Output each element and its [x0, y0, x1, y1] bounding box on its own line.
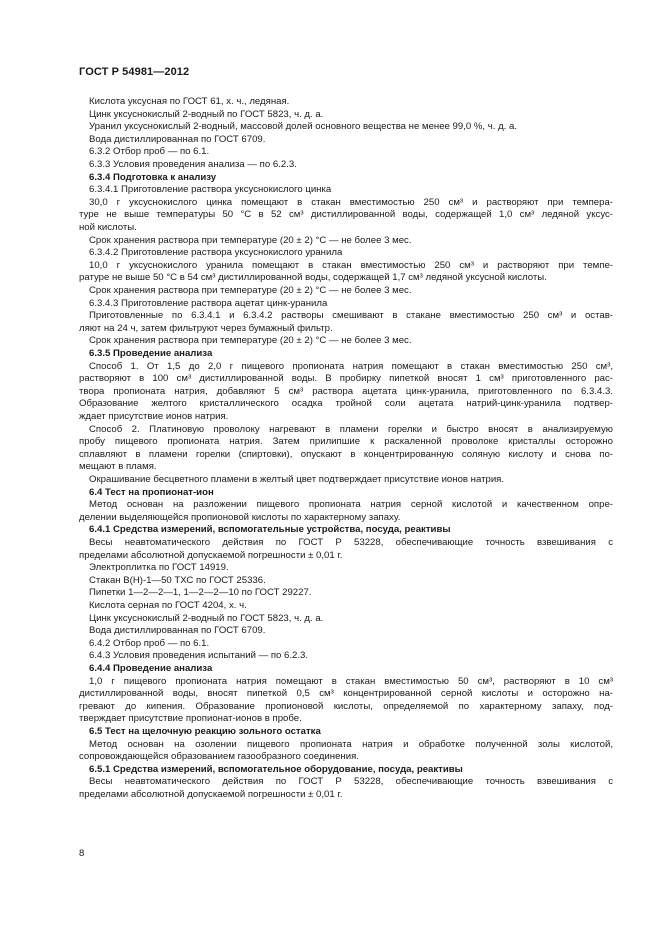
- section-heading: 6.5.1 Средства измерений, вспомогательное оборудование, посуда, реактивы: [89, 763, 463, 775]
- text-line: 6.4.3 Условия проведения испытаний — по 6.2.3.: [89, 650, 309, 662]
- text-line: 1,0 г пищевого пропионата натрия помещают в стакан вместимостью 50 см³, растворяют в 10 см³: [89, 675, 613, 687]
- text-line: Срок хранения раствора при температуре (20 ± 2) °С — не более 3 мес.: [89, 285, 412, 296]
- text-line: туре не выше температуры 50 °С в 52 см³ дистиллированной воды, содержащей 1,0 см³ ледяной уксус-: [79, 209, 613, 221]
- text-line: Срок хранения раствора при температуре (20 ± 2) °С — не более 3 мес.: [89, 234, 412, 246]
- text-line: Метод основан на озолении пищевого пропионата натрия и обработке полученной золы кислотой,: [89, 738, 613, 750]
- text-line: 6.3.4.1 Приготовление раствора уксуснокислого цинка: [89, 184, 332, 196]
- text-line: 6.3.2 Отбор проб — по 6.1.: [89, 146, 210, 158]
- text-line: Метод основан на разложении пищевого пропионата натрия серной кислотой и качественном опре-: [89, 499, 613, 511]
- text-line: Приготовленные по 6.3.4.1 и 6.3.4.2 растворы смешивают в стакане вместимостью 250 см³ и остав-: [89, 310, 613, 322]
- text-line: Весы неавтоматического действия по ГОСТ Р 53228, обеспечивающие точность взвешивания с: [89, 537, 613, 548]
- text-line: Уранил уксуснокислый 2-водный, массовой долей основного вещества не менее 99,0 %, ч. д. а.: [89, 121, 518, 133]
- text-line: Электроплитка по ГОСТ 14919.: [89, 562, 229, 574]
- text-line: ратуре не выше 50 °С в 54 см³ дистиллированной воды, содержащей 1,7 см³ ледяной уксусной кислоты.: [79, 272, 547, 284]
- page-number: 8: [79, 848, 85, 859]
- text-line: пределами абсолютной допускаемой погрешности ± 0,01 г.: [79, 549, 343, 561]
- text-line: Способ 1. От 1,5 до 2,0 г пищевого пропионата натрия помещают в стакан вместимостью 250 см³,: [89, 360, 613, 372]
- section-heading: 6.4 Тест на пропионат-ион: [89, 486, 214, 498]
- text-line: сплавляют в пламени горелки (спиртовки), опускают в концентрированную соляную кислоту и снова по-: [79, 448, 613, 460]
- text-line: Цинк уксуснокислый 2-водный по ГОСТ 5823, ч. д. а.: [89, 108, 324, 120]
- section-heading: 6.3.4 Подготовка к анализу: [89, 171, 217, 183]
- text-line: 6.4.2 Отбор проб — по 6.1.: [89, 637, 210, 649]
- text-line: Вода дистиллированная по ГОСТ 6709.: [89, 625, 266, 637]
- text-line: Способ 2. Платиновую проволоку нагревают в пламени горелки и быстро вносят в анализируемую: [89, 423, 613, 435]
- text-line: Срок хранения раствора при температуре (20 ± 2) °С — не более 3 мес.: [89, 335, 412, 347]
- text-line: делении выделяющейся пропионовой кислоты по характерному запаху.: [79, 511, 401, 523]
- section-heading: 6.4.4 Проведение анализа: [89, 663, 213, 674]
- text-line: пределами абсолютной допускаемой погрешности ± 0,01 г.: [79, 789, 343, 800]
- text-line: гревают до кипения. Образование пропионовой кислоты, определяемой по характерному запаху, под-: [79, 700, 613, 712]
- text-line: дистиллированной воды, вносят пипеткой 0,5 см³ концентрированной серной кислоты и осторожно на-: [79, 688, 613, 700]
- section-heading: 6.3.5 Проведение анализа: [89, 348, 213, 359]
- text-line: 6.3.3 Условия проведения анализа — по 6.2.3.: [89, 159, 297, 170]
- section-heading: 6.5 Тест на щелочную реакцию зольного остатка: [89, 726, 321, 737]
- text-line: Весы неавтоматического действия по ГОСТ Р 53228, обеспечивающие точность взвешивания с: [89, 776, 613, 788]
- text-line: 30,0 г уксуснокислого цинка помещают в стакан вместимостью 250 см³ и растворяют при темпера-: [89, 196, 613, 208]
- text-line: ждает присутствие ионов натрия.: [79, 411, 229, 422]
- text-line: Образование желтого кристаллического осадка тройной соли ацетата натрий-цинк-уранила подтвер-: [79, 398, 613, 410]
- text-line: Кислота уксусная по ГОСТ 61, х. ч., ледяная.: [89, 96, 290, 107]
- text-line: Стакан В(Н)-1—50 ТХС по ГОСТ 25336.: [89, 574, 266, 586]
- page-header: ГОСТ Р 54981—2012: [79, 66, 190, 78]
- text-line: Кислота серная по ГОСТ 4204, х. ч.: [89, 600, 247, 611]
- text-line: пробу пищевого пропионата натрия. Затем прилипшие к раскаленной проволоке кристаллы осторожно: [79, 436, 613, 448]
- text-line: растворяют в 100 см³ дистиллированной воды. В пробирку пипеткой вносят 1 см³ приготовленного рас-: [79, 373, 613, 385]
- text-line: мещают в пламя.: [79, 461, 157, 473]
- text-line: Вода дистиллированная по ГОСТ 6709.: [89, 133, 266, 145]
- text-line: ляют на 24 ч, затем фильтруют через бумажный фильтр.: [79, 322, 333, 334]
- text-line: сопровождающейся образованием газообразного соединения.: [79, 751, 359, 763]
- text-line: твора пропионата натрия, добавляют 5 см³ раствора ацетата цинк-уранила, приготовленного по 6.3.4.3.: [79, 385, 613, 397]
- section-heading: 6.4.1 Средства измерений, вспомогательные устройства, посуда, реактивы: [89, 524, 451, 536]
- text-line: 6.3.4.3 Приготовление раствора ацетат цинк-уранила: [89, 297, 328, 309]
- text-line: Цинк уксуснокислый 2-водный по ГОСТ 5823, ч. д. а.: [89, 612, 324, 624]
- text-line: Окрашивание бесцветного пламени в желтый цвет подтверждает присутствие ионов натрия.: [89, 474, 505, 485]
- text-line: 6.3.4.2 Приготовление раствора уксуснокислого уранила: [89, 247, 343, 259]
- text-line: тверждает присутствие пропионат-ионов в пробе.: [79, 713, 302, 725]
- text-line: ной кислоты.: [79, 222, 137, 233]
- text-line: Пипетки 1—2—2—1, 1—2—2—10 по ГОСТ 29227.: [89, 587, 312, 599]
- text-line: 10,0 г уксуснокислого уранила помещают в стакан вместимостью 250 см³ и растворяют при темпе-: [89, 259, 613, 271]
